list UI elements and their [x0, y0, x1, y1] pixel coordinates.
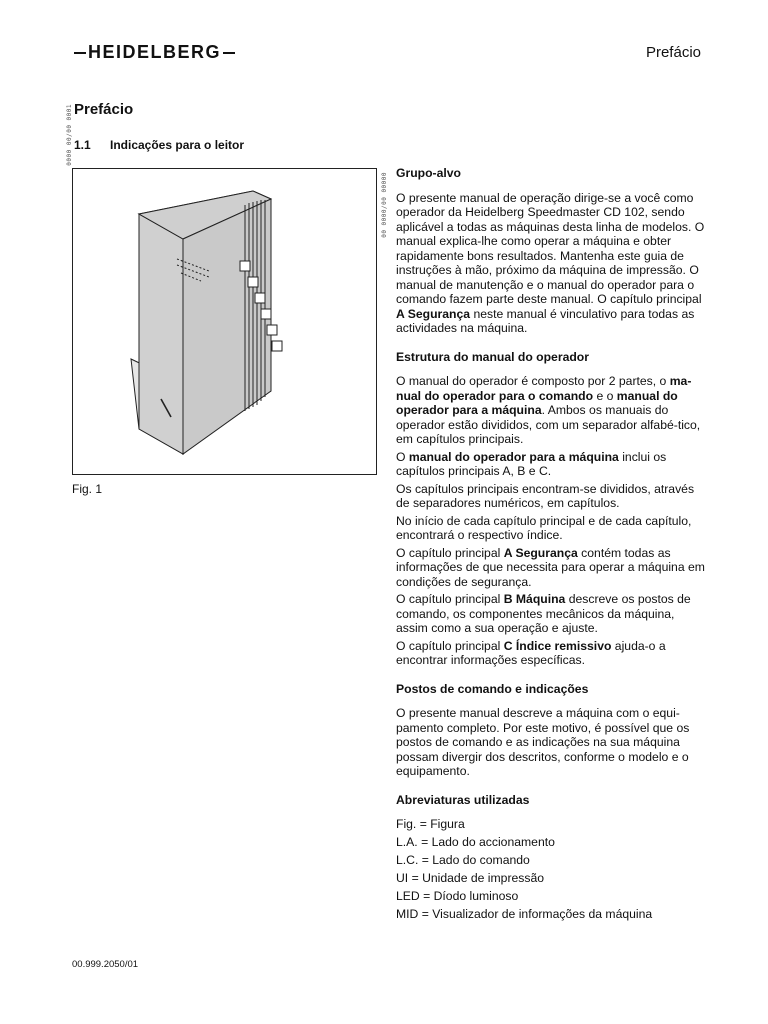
text-run: descreve os postos de comando, os componentes mecânicos da máquina, assim como a sua operação e ajuste.: [396, 592, 691, 635]
section-heading: Estrutura do manual do operador: [396, 349, 589, 364]
paragraph: [396, 450, 708, 479]
text-run: neste manual é vinculativo para todas as actividades na máquina.: [396, 306, 695, 335]
text-run: Os capítulos principais encontram-se divididos, através de separadores numéricos, em capítulos.: [396, 481, 695, 510]
text-run: inclui os capítulos principais A, B e C.: [396, 449, 667, 478]
logo-bar-left: [74, 52, 86, 54]
vertical-code-1: 0000 00/00 0001: [66, 104, 73, 166]
sections-container: [396, 166, 708, 779]
figure-frame: [72, 168, 377, 475]
paragraph: [396, 514, 708, 543]
bold-text: C Índice remissivo: [503, 638, 612, 653]
paragraph: [396, 546, 708, 590]
text-run: e o: [593, 388, 617, 403]
abbreviations-heading: Abreviaturas utilizadas: [396, 792, 530, 807]
text-run: O: [396, 449, 409, 464]
heidelberg-logo: [72, 42, 237, 63]
page-title: Prefácio: [74, 101, 134, 118]
abbreviation-item: Fig. = Figura: [396, 817, 465, 831]
text-run: . Ambos os manuais do operador estão divididos, com um separador alfabé-tico, em capítulos principais.: [396, 403, 701, 446]
text-run: O capítulo principal: [396, 638, 504, 653]
text-run: O capítulo principal: [396, 545, 504, 560]
subsection-number: 1.1: [74, 138, 91, 152]
bold-text: manual do operador para a máquina: [408, 449, 619, 464]
bold-text: manual do operador para a máquina: [396, 388, 678, 417]
section: [396, 350, 708, 668]
figure-caption: Fig. 1: [72, 482, 103, 496]
subsection-title: Indicações para o leitor: [110, 138, 245, 152]
paragraph: [396, 191, 708, 336]
section-heading: Grupo-alvo: [396, 166, 462, 180]
abbreviation-item: L.A. = Lado do accionamento: [396, 835, 555, 849]
abbreviations-section: [396, 793, 708, 922]
section: [396, 682, 708, 779]
abbreviation-item: LED = Díodo luminoso: [396, 889, 519, 903]
abbreviation-item: MID = Visualizador de informações da máquina: [396, 907, 653, 921]
text-run: O manual do operador é composto por 2 partes, o: [396, 374, 670, 388]
section: [396, 166, 708, 336]
abbreviation-item: L.C. = Lado do comando: [396, 853, 530, 867]
text-run: O presente manual de operação dirige-se a você como operador da Heidelberg Speedmaster CD 102, sendo aplicável a todas as máquinas desta linha de modelos. O manual explica-lhe como operar a máquina e obter rapidamente bons resultados. Mantenha este guia de instruções à mão, próximo da máquina de impressão. O manual de manutenção e o manual do operador para o comando fazem parte deste manual. O capítulo principal: [396, 190, 705, 306]
text-run: No início de cada capítulo principal e de cada capítulo, encontrará o respectivo índice.: [396, 513, 692, 542]
paragraph: [396, 706, 708, 779]
footer-doc-number: 00.999.2050/01: [72, 959, 139, 970]
text-run: ajuda-o a encontrar informações específicas.: [396, 638, 666, 667]
bold-text: ma-nual do operador para o comando: [396, 374, 692, 403]
paragraph: [396, 374, 708, 447]
text-run: O capítulo principal: [396, 592, 504, 606]
abbreviations-list: [396, 817, 708, 922]
logo-bar-right: [223, 52, 235, 54]
vertical-code-2: 00 0000/00 00000: [381, 172, 388, 238]
logo-text: HEIDELBERG: [88, 42, 222, 62]
paragraph: [396, 639, 708, 668]
paragraph: [396, 482, 708, 511]
text-run: contém todas as informações de que necessita para operar a máquina em condições de segurança.: [396, 545, 705, 589]
text-run: O presente manual descreve a máquina com o equi-pamento completo. Por este motivo, é possível que os postos de comando e as indicações na sua máquina possam divergir dos descritos, conforme o modelo e o equipamento.: [396, 706, 690, 778]
abbreviation-item: UI = Unidade de impressão: [396, 871, 545, 885]
bold-text: B Máquina: [503, 592, 566, 606]
bold-text: A Segurança: [503, 545, 578, 560]
header-section-title: Prefácio: [645, 44, 701, 61]
section-heading: Postos de comando e indicações: [396, 681, 589, 696]
paragraph: [396, 592, 708, 636]
bold-text: A Segurança: [396, 306, 471, 321]
text-column: [396, 166, 708, 936]
binder-manual-illustration: [73, 169, 376, 474]
